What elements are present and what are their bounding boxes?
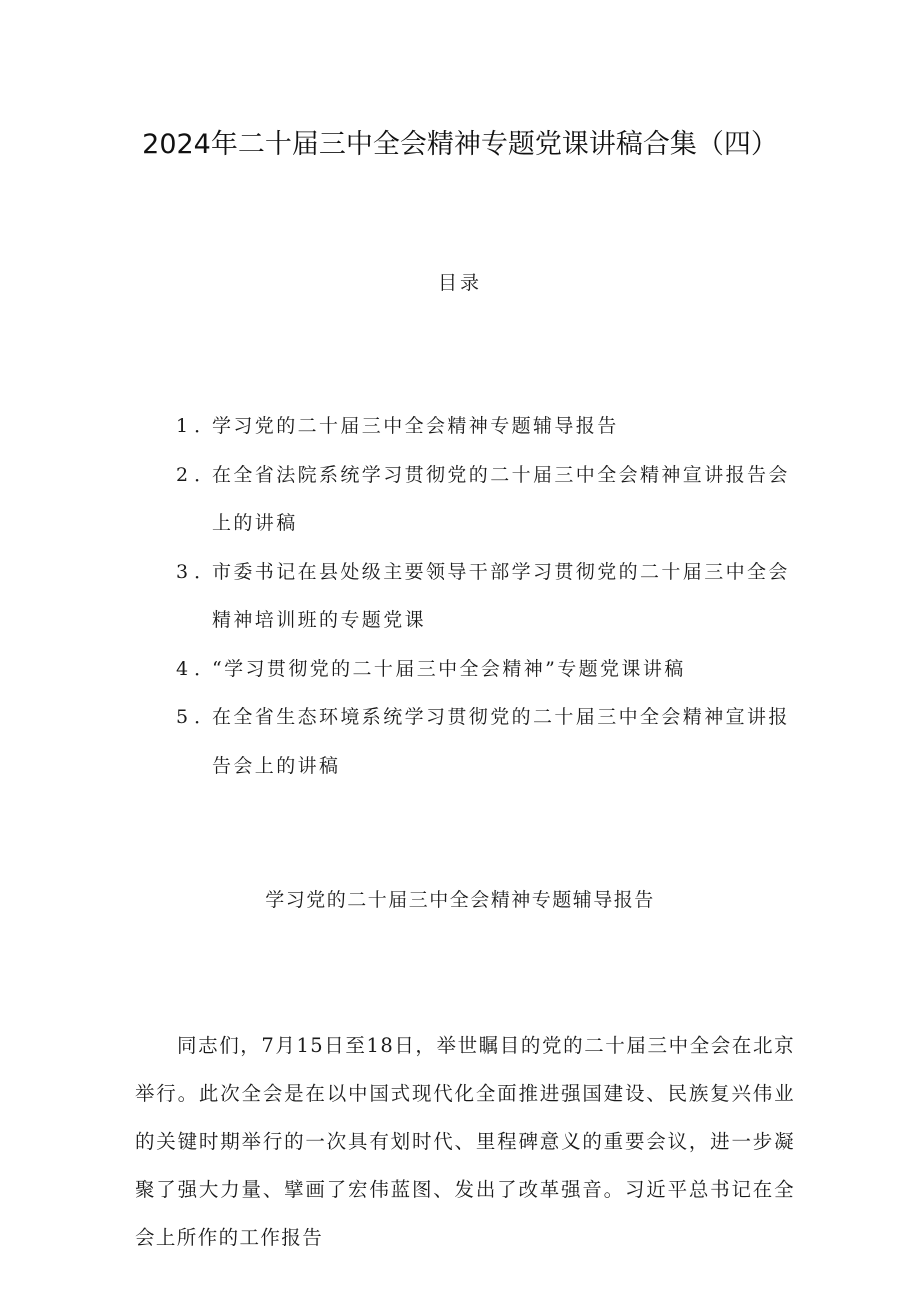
toc-item-number: 3． (176, 560, 220, 583)
toc-item-text: 市委书记在县处级主要领导干部学习贯彻党的二十届三中全会精神培训班的专题党课 (212, 560, 790, 631)
toc-item-text: 学习党的二十届三中全会精神专题辅导报告 (212, 415, 619, 437)
document-title: 2024年二十届三中全会精神专题党课讲稿合集（四） (142, 129, 778, 160)
toc-item-number: 4． (176, 657, 220, 680)
table-of-contents (176, 402, 796, 790)
toc-item-text: 在全省生态环境系统学习贯彻党的二十届三中全会精神宣讲报告会上的讲稿 (212, 706, 790, 777)
toc-item-number: 2． (176, 463, 220, 486)
toc-item (176, 548, 796, 645)
toc-item-number: 1． (176, 415, 220, 437)
toc-item (176, 451, 796, 548)
toc-item (176, 693, 796, 790)
body-paragraph: 同志们，7月15日至18日，举世瞩目的党的二十届三中全会在北京举行。此次全会是在以中国式现代化全面推进强国建设、民族复兴伟业的关键时期举行的一次具有划时代、里程碑意义的重要会议，进一步凝聚了强大力量、擘画了宏伟蓝图、发出了改革强音。习近平总书记在全会上所作的工作报告 (135, 1034, 795, 1249)
toc-heading: 目录 (437, 272, 482, 294)
toc-item-text: “学习贯彻党的二十届三中全会精神”专题党课讲稿 (212, 657, 686, 680)
toc-item-number: 5． (176, 706, 220, 728)
toc-item-text: 在全省法院系统学习贯彻党的二十届三中全会精神宣讲报告会上的讲稿 (212, 463, 790, 534)
section-title: 学习党的二十届三中全会精神专题辅导报告 (265, 889, 655, 911)
toc-item (176, 645, 796, 694)
toc-item (176, 402, 796, 451)
